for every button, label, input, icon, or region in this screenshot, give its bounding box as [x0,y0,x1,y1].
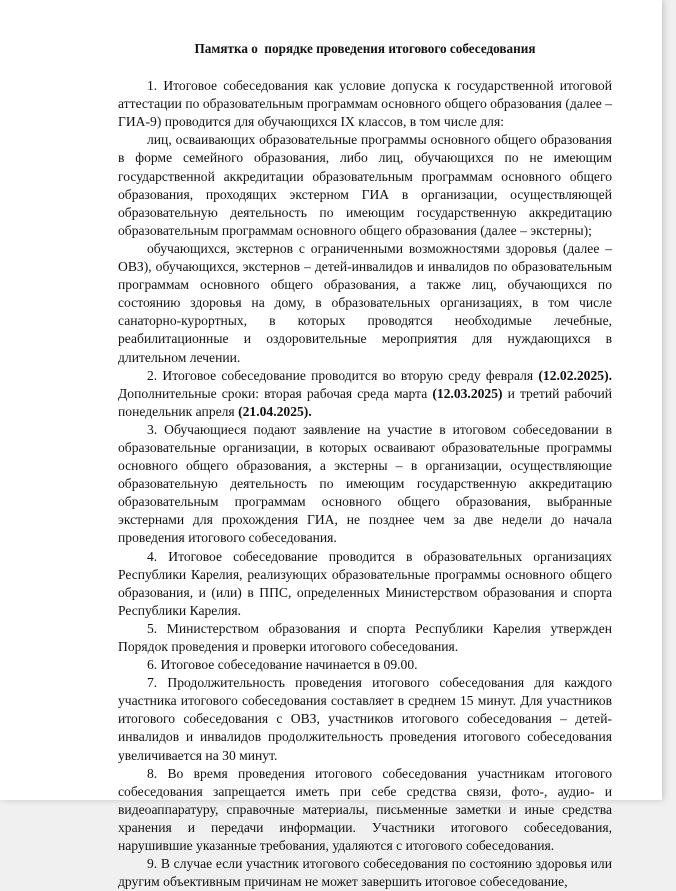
paragraph-number: 8. [147,765,158,781]
document-title: Памятка о порядке проведения итогового собеседования [194,41,536,56]
paragraph-number: 7. [147,675,158,691]
paragraph-text: и третий рабочий понедельник апреля [118,385,613,419]
paragraph-text: Итоговое собеседование начинается в 09.00. [160,657,418,673]
paragraph-number: 3. [147,421,158,437]
paragraph-number: 9. [147,856,158,872]
paragraph-1 [118,77,612,131]
paragraph-number: 4. [147,548,158,564]
bold-date: (12.03.2025) [432,385,503,401]
paragraph-number: 6. [147,657,158,673]
paragraph-text: Итоговое собеседования как условие допуска к государственной итоговой аттестации по образовательным программам основного общего образования (далее – ГИА-9) проводится для обучающихся IX классов, в том числе для: [118,78,612,130]
paragraph-8 [118,656,612,674]
bold-date: (21.04.2025). [238,403,312,419]
paragraph-text: Во время проведения итогового собеседования участникам итогового собеседования запрещается иметь при себе средства связи, фото-, аудио- и видеоаппаратуру, справочные материалы, письменные заметки и иные средства хранения и передачи информации. Участники итогового собеседования, нарушившие указанные требования, удаляются с итогового собеседования. [118,765,612,854]
paragraph-text: лиц, осваивающих образовательные программы основного общего образования в форме семейного образования, либо лиц, обучающихся по не имеющим государственной аккредитации образовательным программам основного общего образования, проходящих экстерном ГИА в организации, осуществляющей образовательную деятельность по имеющим государственную аккредитацию образовательным программам основного общего образования (далее – экстерны); [118,132,612,238]
paragraph-text: Итоговое собеседование проводится во вторую среду февраля [162,367,539,383]
paragraph-7 [118,620,612,656]
paragraph-5 [118,421,612,548]
paragraph-9 [118,674,612,764]
paragraph-2 [118,131,612,240]
paragraph-text: В случае если участник итогового собеседования по состоянию здоровья или другим объективным причинам не может завершить итоговое собеседование, [118,856,612,890]
paragraph-text: обучающихся, экстернов с ограниченными возможностями здоровья (далее – ОВЗ), обучающихся, экстернов – детей-инвалидов и инвалидов по образовательным программам основного общего образования, а также лиц, обучающихся по состоянию здоровья на дому, в образовательных организациях, в том числе санаторно-курортных, в которых проводятся необходимые лечебные, реабилитационные и оздоровительные мероприятия для нуждающихся в длительном лечении. [118,240,612,365]
paragraph-number: 5. [147,620,158,636]
paragraph-10 [118,765,612,855]
bold-date: (12.02.2025). [538,367,612,383]
paragraph-text: Продолжительность проведения итогового собеседования для каждого участника итогового собеседования составляет в среднем 15 минут. Для участников итогового собеседования с ОВЗ, участников итогового собеседования – детей-инвалидов и инвалидов продолжительность проведения итогового собеседования увеличивается на 30 минут. [118,675,612,763]
paragraph-text: Обучающиеся подают заявление на участие в итоговом собеседовании в образовательные организации, в которых осваивают образовательные программы основного общего образования, а экстерны – в организации, осуществляющие образовательную деятельность по имеющим государственную аккредитацию образовательным программам основного общего образования, выбранные экстернами для прохождения ГИА, не позднее чем за две недели до начала проведения итогового собеседования. [118,421,612,546]
document-body [118,40,612,891]
paragraph-11 [118,855,612,891]
paragraph-text: Дополнительные сроки: вторая рабочая среда марта [118,385,433,401]
paragraph-text: Итоговое собеседование проводится в образовательных организациях Республики Карелия, реализующих образовательные программы основного общего образования, и (или) в ППС, определенных Министерством образования и спорта Республики Карелия. [118,548,612,618]
paragraph-6 [118,548,612,620]
paragraph-text: Министерством образования и спорта Республики Карелия утвержден Порядок проведения и проверки итогового собеседования. [118,620,612,654]
paragraph-number: 2. [147,367,158,383]
paragraph-4 [118,367,612,421]
paragraph-3 [118,240,612,367]
paragraph-number: 1. [147,78,158,94]
